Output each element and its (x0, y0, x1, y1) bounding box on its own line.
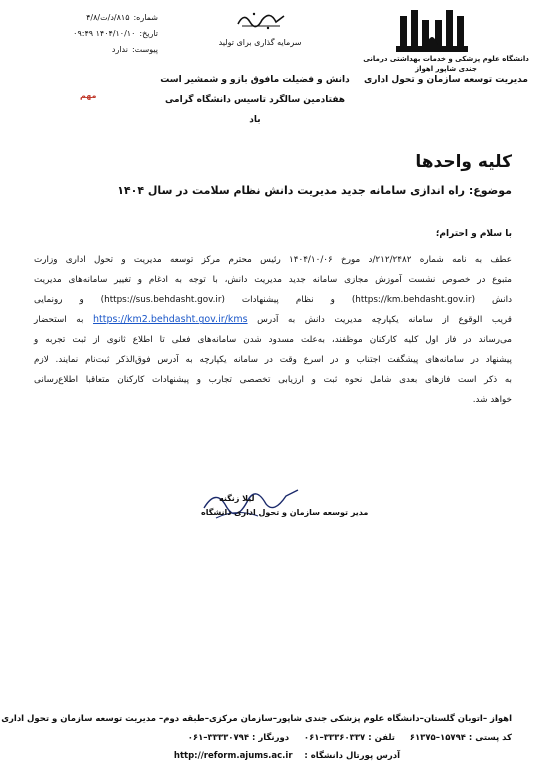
body-line: به ذکر است فازهای بعدی شامل نحوه ثبت و ارزیابی تخصصی تجارب و پیشنهادات کارکنان متعاقبا اطلاع‌رسانی (34, 374, 512, 385)
university-logo (392, 6, 472, 56)
university-line-2: جندی شاپور اهواز (415, 65, 477, 73)
motto-line-2: هفتادمین سالگرد تاسیس دانشگاه گرامی باد (164, 95, 346, 125)
fax-number: دورنگار : ۳۳۳۳۰۷۹۴–۰۶۱ (187, 733, 290, 743)
subject-text: راه اندازی سامانه جدید مدیریت دانش نظام سلامت در سال ۱۴۰۴ (117, 184, 465, 197)
letter-date-row (28, 26, 158, 42)
attachment-label: پیوست: (131, 45, 158, 54)
knowledge-system-link[interactable]: https://km2.behdasht.gov.ir/kms (93, 314, 248, 326)
phone-number: تلفن : ۳۳۳۶۰۳۳۷–۰۶۱ (303, 733, 395, 743)
department-name: مدیریت توسعه سازمان و تحول اداری (364, 75, 528, 85)
date-label: تاریخ: (139, 29, 158, 38)
subject-line (42, 184, 512, 197)
signatory-title: مدیر توسعه سازمان و تحول اداری دانشگاه (201, 508, 369, 517)
body-line-with-link (34, 310, 512, 331)
priority-badge: مهم (80, 91, 97, 100)
date-value: ۱۴۰۴/۱۰/۱۰ ۰۹:۴۹ (73, 29, 136, 38)
letter-body (34, 251, 512, 410)
university-line-1: دانشگاه علوم پزشکی و خدمات بهداشتی درمانی (363, 55, 529, 63)
postal-code: کد پستی : ۱۵۷۹۴–۶۱۳۷۵ (409, 733, 512, 743)
slogan: سرمایه گذاری برای تولید (218, 38, 302, 47)
body-line: دانش (https://km.behdasht.gov.ir) و نظام پیشنهادات (https://sus.behdasht.gov.ir) و رونمایی (34, 294, 513, 305)
body-line-part: به استحضار (34, 315, 84, 326)
number-label: شماره: (133, 13, 158, 22)
body-line: خواهد شد. (472, 394, 512, 405)
recipient: کلیه واحدها (415, 152, 512, 172)
bismillah-calligraphy (234, 8, 288, 30)
body-line: پیشنهاد در سامانه‌های پیشگفت اجتناب و در اسرع وقت در سامانه یکپارچه به آدرس فوق‌الذکر ثبت‌نام نمایند. لازم (34, 354, 512, 365)
footer-portal (174, 751, 400, 761)
letter-number-row (28, 10, 158, 26)
university-name-block (356, 54, 536, 87)
signatory-name: لیلا زنگنه (219, 494, 255, 503)
portal-label: آدرس پورتال دانشگاه : (304, 751, 400, 761)
letter-meta (28, 10, 158, 58)
body-line: متبوع در خصوص نشست آموزش مجازی سامانه جدید مدیریت دانش، با توجه به ادغام و تغییر سامانه‌های مدیریت (34, 274, 512, 285)
footer-address: اهواز –اتوبان گلستان–دانشگاه علوم پزشکی جندی شاپور–سازمان مرکزی–طبقه دوم– مدیریت توسعه سازمان و تحول اداری (1, 714, 512, 724)
attachment-row (28, 42, 158, 58)
greeting: با سلام و احترام؛ (435, 229, 512, 239)
number-value: ۸۱۵/د/ت/۴/۸ (86, 13, 130, 22)
motto-line-1: دانش و فضیلت مافوق بازو و شمشیر است (160, 75, 350, 85)
footer-contact (32, 733, 512, 743)
body-line: عطف به نامه شماره ۲۱۲/۲۴۸۲/د مورخ ۱۴۰۴/۱۰/۰۶ رئیس محترم مرکز توسعه مدیریت و تحول اداری وزارت (34, 255, 512, 265)
portal-url[interactable]: http://reform.ajums.ac.ir (173, 751, 293, 761)
subject-label: موضوع: (468, 184, 512, 197)
motto-block (160, 70, 350, 130)
attachment-value: ندارد (111, 45, 128, 54)
body-line: می‌رساند در فاز اول کلیه کارکنان موظفند، به‌علت مسدود شدن سامانه‌های فعلی تا اطلاع ثانوی از ثبت تجربه و (34, 335, 512, 346)
body-line-part: قریب الوقوع از سامانه یکپارچه مدیریت دانش به آدرس (257, 315, 512, 326)
